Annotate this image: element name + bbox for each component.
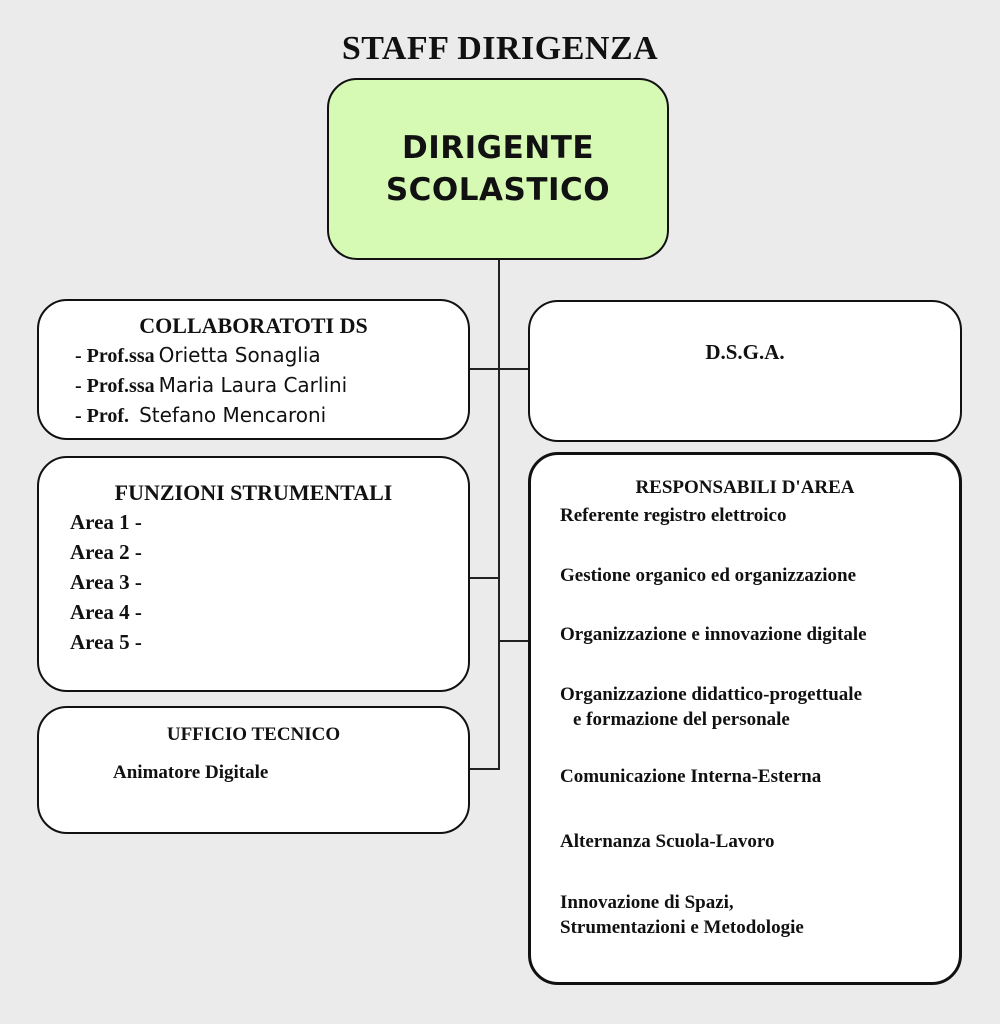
area-label: Area 4 - (70, 600, 142, 624)
collaboratore-row (75, 343, 321, 368)
collaboratore-prefix: - Prof.ssa (75, 375, 155, 397)
connector-ufficio (469, 768, 500, 770)
dirigente-line1: DIRIGENTE (401, 130, 595, 166)
collaboratore-row (75, 403, 326, 428)
area-label: Area 2 - (70, 540, 142, 564)
chart-title: STAFF DIRIGENZA (341, 30, 659, 67)
area-label: Area 1 - (70, 510, 142, 534)
responsabili-item: Gestione organico ed organizzazione (560, 565, 857, 586)
responsabili-item: Referente registro elettroico (560, 505, 787, 526)
funzioni-header: FUNZIONI STRUMENTALI (114, 480, 393, 505)
responsabili-item-line2: Strumentazioni e Metodologie (560, 917, 804, 938)
collaboratore-name: Maria Laura Carlini (158, 373, 348, 397)
dsga-box (528, 300, 962, 442)
area-label: Area 3 - (70, 570, 142, 594)
responsabili-item: Organizzazione didattico-progettuale (560, 684, 863, 705)
responsabili-header: RESPONSABILI D'AREA (635, 477, 855, 498)
connector-responsabili (499, 640, 529, 642)
responsabili-item: Comunicazione Interna-Esterna (560, 766, 822, 787)
responsabili-box (528, 452, 962, 985)
ufficio-header: UFFICIO TECNICO (166, 724, 341, 745)
connector-collaboratori (469, 368, 529, 370)
ufficio-box (37, 706, 470, 834)
trunk-line (498, 258, 500, 770)
area-label: Area 5 - (70, 630, 142, 654)
ufficio-item: Animatore Digitale (113, 762, 269, 783)
connector-funzioni (469, 577, 500, 579)
collaboratore-name: Orietta Sonaglia (158, 343, 321, 367)
responsabili-item: Organizzazione e innovazione digitale (560, 624, 867, 645)
responsabili-item-line2: e formazione del personale (573, 709, 790, 730)
collaboratore-name: Stefano Mencaroni (139, 403, 327, 427)
funzioni-box (37, 456, 470, 692)
dirigente-line2: SCOLASTICO (385, 172, 611, 208)
collaboratore-prefix: - Prof.ssa (75, 345, 155, 367)
responsabili-item: Innovazione di Spazi, (560, 892, 734, 913)
collaboratore-prefix: - Prof. (75, 405, 130, 427)
collaboratori-header: COLLABORATOTI DS (139, 313, 368, 338)
collaboratori-box (37, 299, 470, 440)
dsga-header: D.S.G.A. (705, 340, 785, 364)
collaboratore-row (75, 373, 347, 398)
responsabili-item: Alternanza Scuola-Lavoro (560, 831, 775, 852)
dirigente-box (327, 78, 669, 260)
